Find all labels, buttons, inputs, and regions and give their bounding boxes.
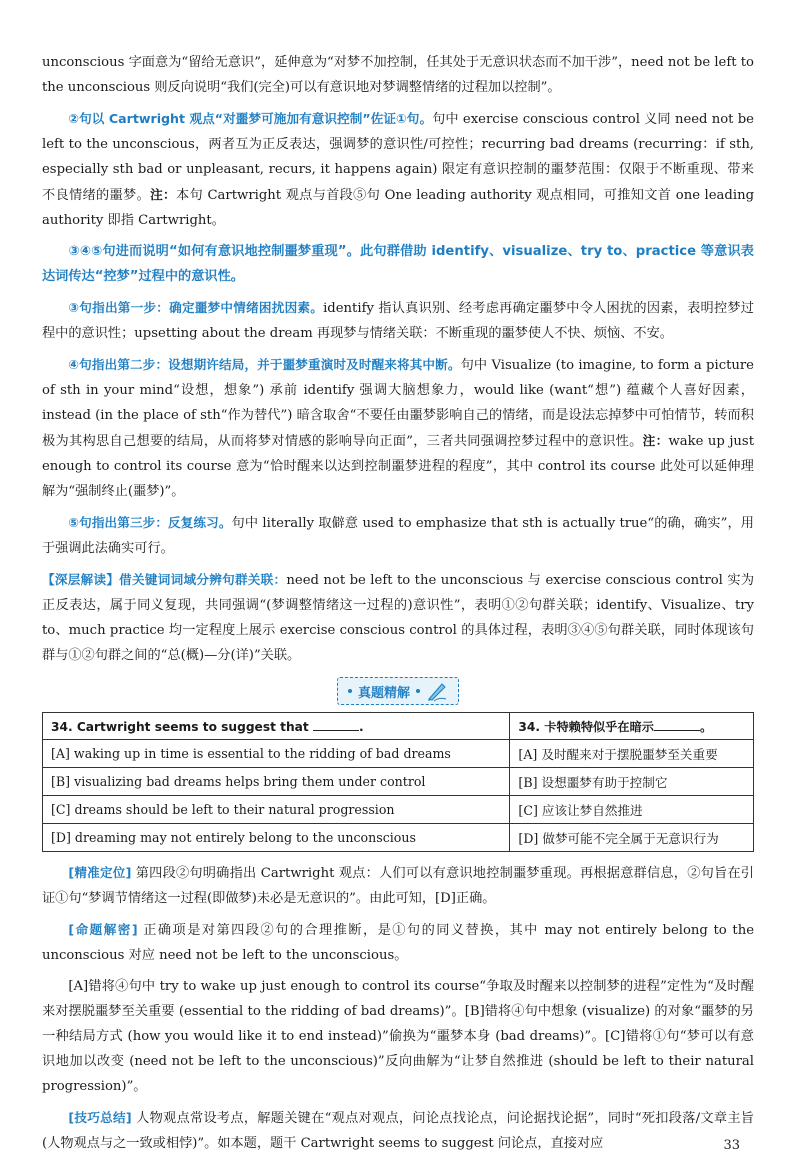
sentence3-body: identify 指认真识别、经考虑再确定噩梦中令人困扰的因素，表明控梦过程中的意识性；upsetting about the dream 再现梦与情绪关联：不断重现的噩梦使人不快、烦恼、不安。	[42, 301, 754, 341]
answer-blank	[313, 718, 359, 731]
paragraph-2	[42, 106, 754, 233]
option-c-en: [C] dreams should be left to their natural progression	[43, 796, 510, 824]
pen-icon	[426, 680, 448, 702]
question-decoding-body: 正确项是对第四段②句的合理推断，是①句的同义替换，其中 may not entirely belong to the unconscious 对应 need not be left to the unconscious。	[42, 923, 754, 963]
option-c-zh: [C] 应该让梦自然推进	[510, 796, 754, 824]
banner-box	[337, 677, 459, 705]
stem-en-text: 34. Cartwright seems to suggest that	[51, 720, 309, 734]
option-a-zh: [A] 及时醒来对于摆脱噩梦至关重要	[510, 740, 754, 768]
paragraph-4	[42, 295, 754, 346]
paragraph-7	[42, 567, 754, 668]
question-table	[42, 712, 754, 852]
option-row	[43, 824, 754, 852]
dot-icon	[416, 689, 420, 693]
sentence5-body: 句中 literally 取僻意 used to emphasize that sth is actually true“的确，确实”，用于强调此法确实可行。	[42, 516, 754, 556]
sentence5-heading: ⑤句指出第三步：反复练习。	[68, 515, 232, 530]
technique-summary-body: 人物观点常设考点，解题关键在“观点对观点，问论点找论点，问论据找论据”，同时“死扣段落/文章主旨(人物观点与之一致或相悖)”。如本题，题干 Cartwright seems to suggest 问论点，直接对应	[42, 1111, 754, 1151]
option-d-en: [D] dreaming may not entirely belong to the unconscious	[43, 824, 510, 852]
option-b-en: [B] visualizing bad dreams helps bring them under control	[43, 768, 510, 796]
sentence4-heading: ④句指出第二步：设想期许结局，并于噩梦重演时及时醒来将其中断。	[68, 357, 461, 372]
stem-zh	[510, 713, 754, 740]
sentence2-body: 句中 exercise conscious control 义同 need not be left to the unconscious，两者互为正反表达，强调梦的意识性/可控性；recurring bad dreams (recurring：if sth, especially sth bad or unpleasant, recurs, it happens again) 限定有意识控制的噩梦范围：仅限于不断重现、带来不良情绪的噩梦。	[42, 112, 754, 203]
paragraph-9	[42, 917, 754, 968]
section-banner	[42, 678, 754, 704]
option-row	[43, 768, 754, 796]
page-content	[42, 50, 754, 1162]
banner-title: 真题精解	[357, 685, 410, 701]
option-b-zh: [B] 设想噩梦有助于控制它	[510, 768, 754, 796]
question-stem-row	[43, 713, 754, 740]
paragraph-1: unconscious 字面意为“留给无意识”，延伸意为“对梦不加控制，任其处于无意识状态而不加干涉”，need not be left to the unconscious 则反向说明“我们(完全)可以有意识地对梦调整情绪的过程加以控制”。	[42, 55, 754, 95]
note-label: 注：	[642, 433, 669, 448]
deep-analysis-body: need not be left to the unconscious 与 exercise conscious control 实为正反表达，属于同义复现，共同强调“(梦调整情绪这一过程的)意识性”，表明①②句群关联；identify、Visualize、try to、much practice 均一定程度上展示 exercise conscious control 的具体过程，表明③④⑤句群关联，同时体现该句群与①②句群之间的“总(概)—分(详)”关联。	[42, 573, 755, 663]
option-row	[43, 796, 754, 824]
option-row	[43, 740, 754, 768]
precise-location-body: 第四段②句明确指出 Cartwright 观点：人们可以有意识地控制噩梦重现。再根据意群信息，②句旨在引证①句“梦调节情绪这一过程(即做梦)未必是无意识的”。由此可知，[D]正确。	[42, 866, 754, 906]
sentence3-heading: ③句指出第一步：确定噩梦中情绪困扰因素。	[68, 300, 324, 315]
paragraph-11	[42, 1105, 754, 1156]
paragraph-8	[42, 860, 754, 911]
page-number: 33	[723, 1138, 740, 1153]
technique-summary-tag: [技巧总结]	[68, 1110, 132, 1125]
sentence4-note: wake up just enough to control its course 意为“恰时醒来以达到控制噩梦进程的程度”，其中 control its course 此处可以延伸理解为“强制终止(噩梦)”。	[42, 434, 754, 499]
answer-blank	[654, 718, 700, 731]
stem-en	[43, 713, 510, 740]
paragraph-6	[42, 510, 754, 561]
stem-zh-suffix: 。	[699, 719, 713, 734]
sentence4-body: 句中 Visualize (to imagine, to form a picture of sth in your mind“设想，想象”) 承前 identify 强调大脑想象力，would like (want“想”) 蕴藏个人喜好因素，instead (in the place of sth“作为替代”) 暗含取舍“不要任由噩梦影响自己的情绪，而是设法忘掉梦中可怕情节，转而积极为其构思自己想要的结局，从而将梦对情感的影响导向正面”，三者共同强调控梦过程中的意识性。	[42, 358, 754, 449]
precise-location-tag: [精准定位]	[68, 865, 132, 880]
sentence2-note: 本句 Cartwright 观点与首段⑤句 One leading authority 观点相同，可推知文首 one leading authority 即指 Cartwright。	[42, 188, 755, 228]
stem-en-suffix: .	[358, 720, 364, 734]
paragraph-3-heading: ③④⑤句进而说明“如何有意识地控制噩梦重现”。此句群借助 identify、visualize、try to、practice 等意识表达词传达“控梦”过程中的意识性。	[42, 244, 754, 284]
sentence2-heading: ②句以 Cartwright 观点“对噩梦可施加有意识控制”佐证①句。	[68, 111, 433, 126]
stem-zh-text: 34. 卡特赖特似乎在暗示	[518, 719, 654, 734]
paragraph-5	[42, 352, 754, 504]
option-a-en: [A] waking up in time is essential to the ridding of bad dreams	[43, 740, 510, 768]
dot-icon	[348, 689, 352, 693]
question-decoding-tag: [命题解密]	[68, 922, 138, 937]
deep-analysis-heading: 【深层解读】借关键词词域分辨句群关联：	[42, 572, 287, 587]
option-d-zh: [D] 做梦可能不完全属于无意识行为	[510, 824, 754, 852]
paragraph-10: [A]错将④句中 try to wake up just enough to control its course“争取及时醒来以控制梦的进程”定性为“及时醒来对摆脱噩梦至关重要 (essential to the ridding of bad dreams)”。[B]错将④句中想象 (visualize) 的对象“噩梦的另一种结局方式 (how you would like it to end instead)”偷换为“噩梦本身 (bad dreams)”。[C]错将①句“梦可以有意识地加以改变 (need not be left to the unconscious)”反向曲解为“让梦自然推进 (should be left to their natural progression)”。	[42, 979, 754, 1094]
note-label: 注：	[150, 187, 176, 202]
